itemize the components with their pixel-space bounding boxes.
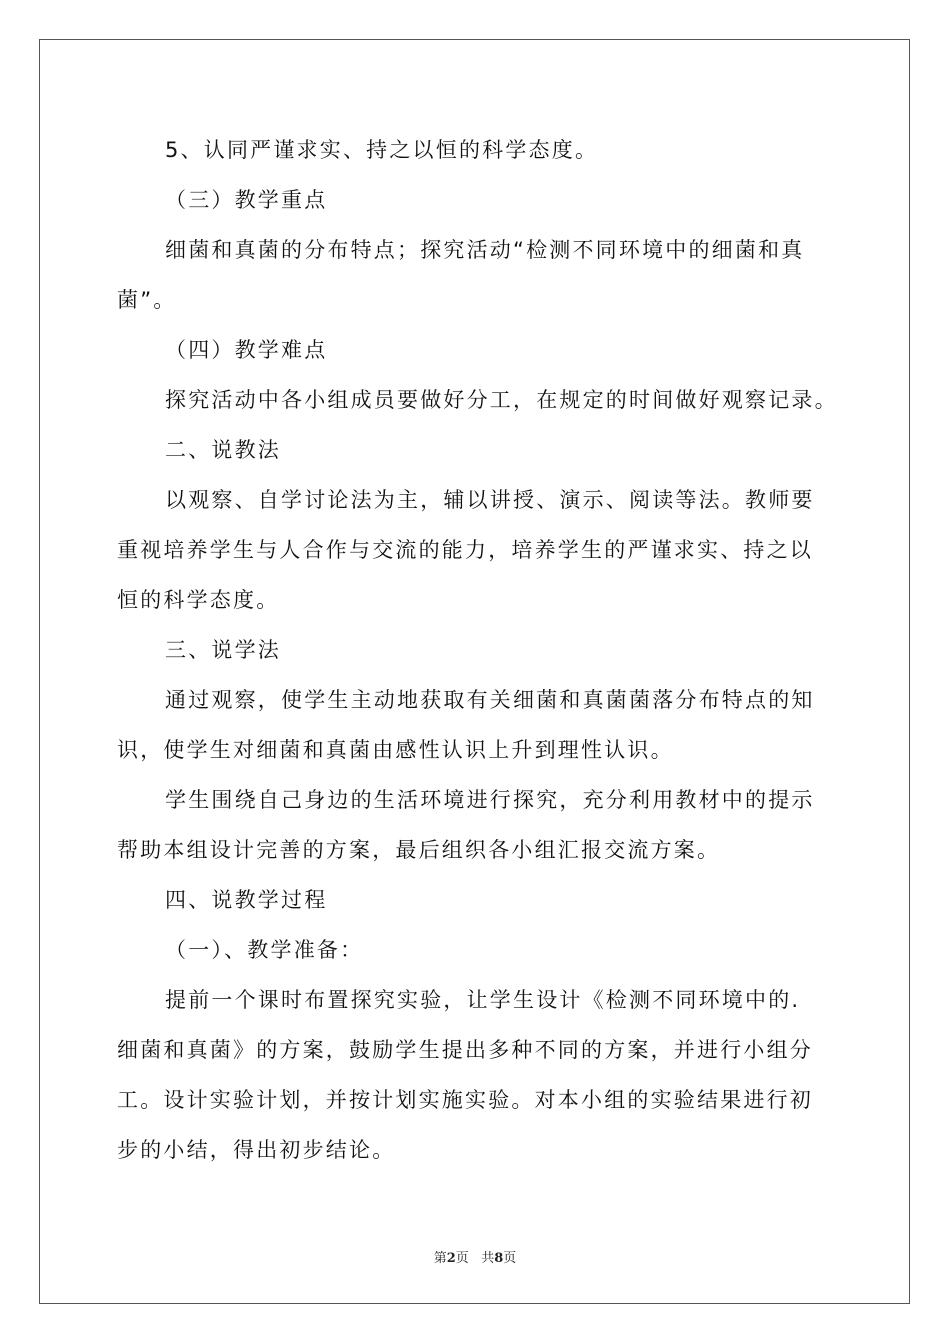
page-footer (0, 1247, 950, 1266)
paragraph-line: 细菌和真菌》的方案，鼓励学生提出多种不同的方案，并进行小组分 (117, 1038, 813, 1062)
section-heading: （三）教学重点 (165, 188, 328, 212)
footer-page-number: 2 (446, 1251, 456, 1266)
paragraph-line: 菌”。 (117, 288, 177, 312)
paragraph-line: 细菌和真菌的分布特点；探究活动“检测不同环境中的细菌和真 (165, 238, 805, 262)
section-heading: （一）、教学准备： (165, 938, 364, 962)
footer-total-prefix: 共 (481, 1251, 495, 1266)
paragraph-line: 识，使学生对细菌和真菌由感性认识上升到理性认识。 (117, 738, 674, 762)
paragraph-line: 探究活动中各小组成员要做好分工，在规定的时间做好观察记录。 (165, 388, 838, 412)
footer-page-suffix: 页 (455, 1251, 469, 1266)
paragraph-line: 学生围绕自己身边的生活环境进行探究，充分利用教材中的提示 (165, 788, 815, 812)
paragraph-line: 工。设计实验计划，并按计划实施实验。对本小组的实验结果进行初 (117, 1088, 813, 1112)
footer-total-pages: 8 (494, 1251, 504, 1266)
paragraph-line: 恒的科学态度。 (117, 588, 280, 612)
section-heading: 四、说教学过程 (165, 888, 328, 912)
paragraph-line: 5、认同严谨求实、持之以恒的科学态度。 (165, 138, 599, 162)
paragraph-line: 重视培养学生与人合作与交流的能力，培养学生的严谨求实、持之以 (117, 538, 813, 562)
paragraph-line: 提前一个课时布置探究实验，让学生设计《检测不同环境中的. (165, 988, 801, 1012)
paragraph-line: 通过观察，使学生主动地获取有关细菌和真菌菌落分布特点的知 (165, 688, 815, 712)
section-heading: （四）教学难点 (165, 338, 328, 362)
section-heading: 二、说教法 (165, 438, 281, 462)
section-heading: 三、说学法 (165, 638, 281, 662)
paragraph-line: 帮助本组设计完善的方案，最后组织各小组汇报交流方案。 (117, 838, 721, 862)
document-body (117, 128, 839, 1178)
footer-page-prefix: 第 (433, 1251, 447, 1266)
footer-total-suffix: 页 (503, 1251, 517, 1266)
paragraph-line: 以观察、自学讨论法为主，辅以讲授、演示、阅读等法。教师要 (165, 488, 815, 512)
paragraph-line: 步的小结，得出初步结论。 (117, 1138, 396, 1162)
